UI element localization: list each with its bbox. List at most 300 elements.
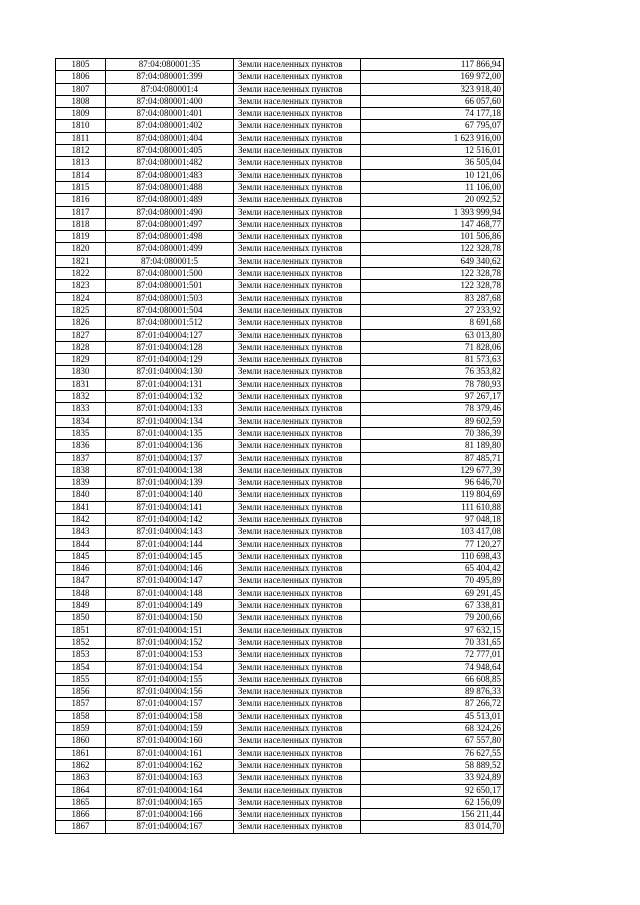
table-row [56, 821, 504, 833]
land-category-cell: Земли населенных пунктов [234, 440, 361, 452]
land-category-cell: Земли населенных пунктов [234, 329, 361, 341]
land-category-cell: Земли населенных пунктов [234, 809, 361, 821]
table-row [56, 206, 504, 218]
cadastral-number-cell: 87:01:040004:143 [106, 526, 234, 538]
table-row [56, 71, 504, 83]
land-category-cell: Земли населенных пунктов [234, 526, 361, 538]
cadastral-value-cell: 66 057,60 [361, 95, 504, 107]
table-row [56, 526, 504, 538]
table-row [56, 747, 504, 759]
cadastral-number-cell: 87:01:040004:139 [106, 477, 234, 489]
row-number-cell: 1844 [56, 538, 106, 550]
cadastral-number-cell: 87:04:080001:400 [106, 95, 234, 107]
land-category-cell: Земли населенных пунктов [234, 575, 361, 587]
cadastral-number-cell: 87:01:040004:158 [106, 710, 234, 722]
table-row [56, 132, 504, 144]
cadastral-number-cell: 87:04:080001:512 [106, 317, 234, 329]
table-row [56, 784, 504, 796]
table-row [56, 673, 504, 685]
table-row [56, 169, 504, 181]
row-number-cell: 1837 [56, 452, 106, 464]
land-category-cell: Земли населенных пунктов [234, 477, 361, 489]
cadastral-number-cell: 87:01:040004:153 [106, 649, 234, 661]
land-category-cell: Земли населенных пунктов [234, 747, 361, 759]
row-number-cell: 1806 [56, 71, 106, 83]
land-category-cell: Земли населенных пунктов [234, 415, 361, 427]
row-number-cell: 1865 [56, 796, 106, 808]
land-category-cell: Земли населенных пунктов [234, 71, 361, 83]
table-row [56, 95, 504, 107]
table-row [56, 809, 504, 821]
table-row [56, 440, 504, 452]
cadastral-value-cell: 58 889,52 [361, 759, 504, 771]
table-row [56, 317, 504, 329]
land-category-cell: Земли населенных пунктов [234, 489, 361, 501]
row-number-cell: 1807 [56, 83, 106, 95]
table-row [56, 759, 504, 771]
cadastral-number-cell: 87:01:040004:152 [106, 636, 234, 648]
land-category-cell: Земли населенных пунктов [234, 501, 361, 513]
cadastral-number-cell: 87:01:040004:156 [106, 686, 234, 698]
cadastral-number-cell: 87:04:080001:404 [106, 132, 234, 144]
land-category-cell: Земли населенных пунктов [234, 255, 361, 267]
cadastral-value-cell: 76 353,82 [361, 366, 504, 378]
table-row [56, 636, 504, 648]
cadastral-value-cell: 89 876,33 [361, 686, 504, 698]
cadastral-number-cell: 87:01:040004:162 [106, 759, 234, 771]
cadastral-value-cell: 12 516,01 [361, 145, 504, 157]
cadastral-number-cell: 87:01:040004:146 [106, 563, 234, 575]
cadastral-value-cell: 89 602,59 [361, 415, 504, 427]
row-number-cell: 1857 [56, 698, 106, 710]
row-number-cell: 1826 [56, 317, 106, 329]
table-row [56, 243, 504, 255]
cadastral-value-cell: 77 120,27 [361, 538, 504, 550]
cadastral-value-cell: 67 338,81 [361, 600, 504, 612]
table-row [56, 550, 504, 562]
row-number-cell: 1833 [56, 403, 106, 415]
cadastral-value-cell: 27 233,92 [361, 304, 504, 316]
table-row [56, 354, 504, 366]
cadastral-number-cell: 87:01:040004:166 [106, 809, 234, 821]
land-category-cell: Земли населенных пунктов [234, 194, 361, 206]
table-row [56, 181, 504, 193]
cadastral-number-cell: 87:04:080001:399 [106, 71, 234, 83]
cadastral-number-cell: 87:01:040004:161 [106, 747, 234, 759]
land-category-cell: Земли населенных пунктов [234, 550, 361, 562]
row-number-cell: 1831 [56, 378, 106, 390]
row-number-cell: 1827 [56, 329, 106, 341]
cadastral-number-cell: 87:01:040004:133 [106, 403, 234, 415]
cadastral-value-cell: 122 328,78 [361, 280, 504, 292]
cadastral-value-cell: 83 014,70 [361, 821, 504, 833]
table-row [56, 341, 504, 353]
table-row [56, 329, 504, 341]
cadastral-number-cell: 87:01:040004:164 [106, 784, 234, 796]
land-category-cell: Земли населенных пунктов [234, 723, 361, 735]
row-number-cell: 1850 [56, 612, 106, 624]
table-row [56, 157, 504, 169]
cadastral-value-cell: 83 287,68 [361, 292, 504, 304]
cadastral-value-cell: 169 972,00 [361, 71, 504, 83]
cadastral-value-cell: 122 328,78 [361, 243, 504, 255]
row-number-cell: 1813 [56, 157, 106, 169]
cadastral-value-cell: 156 211,44 [361, 809, 504, 821]
cadastral-value-cell: 79 200,66 [361, 612, 504, 624]
row-number-cell: 1834 [56, 415, 106, 427]
row-number-cell: 1841 [56, 501, 106, 513]
cadastral-value-cell: 1 393 999,94 [361, 206, 504, 218]
cadastral-value-cell: 68 324,26 [361, 723, 504, 735]
cadastral-number-cell: 87:01:040004:127 [106, 329, 234, 341]
row-number-cell: 1858 [56, 710, 106, 722]
cadastral-number-cell: 87:01:040004:154 [106, 661, 234, 673]
table-row [56, 612, 504, 624]
cadastral-value-cell: 101 506,86 [361, 231, 504, 243]
row-number-cell: 1836 [56, 440, 106, 452]
cadastral-number-cell: 87:04:080001:35 [106, 59, 234, 71]
cadastral-number-cell: 87:04:080001:489 [106, 194, 234, 206]
land-category-cell: Земли населенных пунктов [234, 464, 361, 476]
cadastral-value-cell: 71 828,06 [361, 341, 504, 353]
land-category-cell: Земли населенных пунктов [234, 563, 361, 575]
cadastral-number-cell: 87:01:040004:134 [106, 415, 234, 427]
land-category-cell: Земли населенных пунктов [234, 772, 361, 784]
land-category-cell: Земли населенных пунктов [234, 612, 361, 624]
cadastral-number-cell: 87:04:080001:499 [106, 243, 234, 255]
cadastral-value-cell: 78 780,93 [361, 378, 504, 390]
table-row [56, 477, 504, 489]
cadastral-number-cell: 87:01:040004:165 [106, 796, 234, 808]
cadastral-number-cell: 87:04:080001:504 [106, 304, 234, 316]
table-row [56, 83, 504, 95]
table-row [56, 120, 504, 132]
cadastral-value-cell: 81 189,80 [361, 440, 504, 452]
land-category-cell: Земли населенных пунктов [234, 218, 361, 230]
land-category-cell: Земли населенных пунктов [234, 304, 361, 316]
row-number-cell: 1851 [56, 624, 106, 636]
cadastral-value-cell: 70 331,65 [361, 636, 504, 648]
table-row [56, 710, 504, 722]
land-category-cell: Земли населенных пунктов [234, 120, 361, 132]
cadastral-value-cell: 1 623 916,00 [361, 132, 504, 144]
table-row [56, 698, 504, 710]
land-category-cell: Земли населенных пунктов [234, 452, 361, 464]
row-number-cell: 1814 [56, 169, 106, 181]
cadastral-number-cell: 87:04:080001:497 [106, 218, 234, 230]
land-category-cell: Земли населенных пунктов [234, 95, 361, 107]
cadastral-number-cell: 87:01:040004:155 [106, 673, 234, 685]
table-row [56, 661, 504, 673]
cadastral-value-cell: 33 924,89 [361, 772, 504, 784]
cadastral-value-cell: 111 610,88 [361, 501, 504, 513]
table-row [56, 772, 504, 784]
cadastral-value-cell: 76 627,55 [361, 747, 504, 759]
cadastral-number-cell: 87:01:040004:142 [106, 513, 234, 525]
cadastral-number-cell: 87:04:080001:4 [106, 83, 234, 95]
table-row [56, 292, 504, 304]
cadastral-value-cell: 81 573,63 [361, 354, 504, 366]
cadastral-number-cell: 87:01:040004:144 [106, 538, 234, 550]
cadastral-value-cell: 70 495,89 [361, 575, 504, 587]
table-row [56, 403, 504, 415]
table-row [56, 501, 504, 513]
cadastral-number-cell: 87:01:040004:151 [106, 624, 234, 636]
cadastral-number-cell: 87:01:040004:140 [106, 489, 234, 501]
cadastral-number-cell: 87:01:040004:128 [106, 341, 234, 353]
row-number-cell: 1811 [56, 132, 106, 144]
cadastral-number-cell: 87:01:040004:132 [106, 391, 234, 403]
table-row [56, 649, 504, 661]
table-row [56, 735, 504, 747]
cadastral-value-cell: 67 557,80 [361, 735, 504, 747]
land-category-cell: Земли населенных пунктов [234, 821, 361, 833]
land-category-cell: Земли населенных пунктов [234, 735, 361, 747]
row-number-cell: 1862 [56, 759, 106, 771]
cadastral-value-cell: 62 156,09 [361, 796, 504, 808]
cadastral-value-cell: 119 804,69 [361, 489, 504, 501]
table-row [56, 304, 504, 316]
land-category-cell: Земли населенных пунктов [234, 292, 361, 304]
row-number-cell: 1816 [56, 194, 106, 206]
row-number-cell: 1820 [56, 243, 106, 255]
cadastral-value-cell: 87 266,72 [361, 698, 504, 710]
cadastral-value-cell: 147 468,77 [361, 218, 504, 230]
row-number-cell: 1863 [56, 772, 106, 784]
cadastral-number-cell: 87:04:080001:482 [106, 157, 234, 169]
cadastral-value-cell: 87 485,71 [361, 452, 504, 464]
cadastral-number-cell: 87:01:040004:149 [106, 600, 234, 612]
cadastral-value-cell: 8 691,68 [361, 317, 504, 329]
land-category-cell: Земли населенных пунктов [234, 169, 361, 181]
table-row [56, 686, 504, 698]
cadastral-number-cell: 87:01:040004:157 [106, 698, 234, 710]
table-row [56, 255, 504, 267]
row-number-cell: 1845 [56, 550, 106, 562]
row-number-cell: 1815 [56, 181, 106, 193]
cadastral-value-cell: 74 177,18 [361, 108, 504, 120]
cadastral-number-cell: 87:01:040004:138 [106, 464, 234, 476]
land-category-cell: Земли населенных пунктов [234, 231, 361, 243]
table-row [56, 194, 504, 206]
row-number-cell: 1859 [56, 723, 106, 735]
land-category-cell: Земли населенных пунктов [234, 538, 361, 550]
cadastral-number-cell: 87:04:080001:401 [106, 108, 234, 120]
land-category-cell: Земли населенных пунктов [234, 181, 361, 193]
table-row [56, 231, 504, 243]
land-category-cell: Земли населенных пунктов [234, 649, 361, 661]
cadastral-number-cell: 87:01:040004:150 [106, 612, 234, 624]
land-category-cell: Земли населенных пунктов [234, 710, 361, 722]
table-row [56, 587, 504, 599]
land-category-cell: Земли населенных пунктов [234, 624, 361, 636]
row-number-cell: 1808 [56, 95, 106, 107]
row-number-cell: 1823 [56, 280, 106, 292]
land-category-cell: Земли населенных пунктов [234, 317, 361, 329]
table-body [56, 59, 504, 834]
cadastral-number-cell: 87:04:080001:402 [106, 120, 234, 132]
land-category-cell: Земли населенных пунктов [234, 698, 361, 710]
row-number-cell: 1838 [56, 464, 106, 476]
row-number-cell: 1849 [56, 600, 106, 612]
cadastral-value-cell: 72 777,01 [361, 649, 504, 661]
row-number-cell: 1824 [56, 292, 106, 304]
land-category-cell: Земли населенных пунктов [234, 759, 361, 771]
row-number-cell: 1848 [56, 587, 106, 599]
cadastral-value-cell: 63 013,80 [361, 329, 504, 341]
cadastral-value-cell: 97 632,15 [361, 624, 504, 636]
table-row [56, 427, 504, 439]
row-number-cell: 1855 [56, 673, 106, 685]
table-row [56, 218, 504, 230]
row-number-cell: 1860 [56, 735, 106, 747]
land-category-cell: Земли населенных пунктов [234, 796, 361, 808]
land-category-cell: Земли населенных пунктов [234, 636, 361, 648]
cadastral-number-cell: 87:01:040004:136 [106, 440, 234, 452]
cadastral-number-cell: 87:04:080001:490 [106, 206, 234, 218]
land-category-cell: Земли населенных пунктов [234, 145, 361, 157]
row-number-cell: 1866 [56, 809, 106, 821]
row-number-cell: 1852 [56, 636, 106, 648]
cadastral-number-cell: 87:04:080001:501 [106, 280, 234, 292]
cadastral-value-cell: 36 505,04 [361, 157, 504, 169]
cadastral-value-cell: 129 677,39 [361, 464, 504, 476]
cadastral-number-cell: 87:01:040004:145 [106, 550, 234, 562]
table-row [56, 108, 504, 120]
row-number-cell: 1864 [56, 784, 106, 796]
cadastral-value-cell: 96 646,70 [361, 477, 504, 489]
row-number-cell: 1830 [56, 366, 106, 378]
land-category-cell: Земли населенных пунктов [234, 59, 361, 71]
row-number-cell: 1842 [56, 513, 106, 525]
row-number-cell: 1854 [56, 661, 106, 673]
table-row [56, 452, 504, 464]
cadastral-value-cell: 103 417,08 [361, 526, 504, 538]
land-parcel-table [55, 58, 504, 834]
land-category-cell: Земли населенных пунктов [234, 280, 361, 292]
row-number-cell: 1821 [56, 255, 106, 267]
cadastral-number-cell: 87:01:040004:137 [106, 452, 234, 464]
cadastral-value-cell: 649 340,62 [361, 255, 504, 267]
cadastral-value-cell: 10 121,06 [361, 169, 504, 181]
land-category-cell: Земли населенных пунктов [234, 403, 361, 415]
cadastral-number-cell: 87:01:040004:163 [106, 772, 234, 784]
row-number-cell: 1846 [56, 563, 106, 575]
cadastral-number-cell: 87:04:080001:5 [106, 255, 234, 267]
cadastral-value-cell: 65 404,42 [361, 563, 504, 575]
table-row [56, 415, 504, 427]
row-number-cell: 1867 [56, 821, 106, 833]
land-category-cell: Земли населенных пунктов [234, 206, 361, 218]
table-row [56, 464, 504, 476]
land-category-cell: Земли населенных пунктов [234, 378, 361, 390]
table-row [56, 280, 504, 292]
row-number-cell: 1853 [56, 649, 106, 661]
land-category-cell: Земли населенных пунктов [234, 673, 361, 685]
table-row [56, 489, 504, 501]
row-number-cell: 1856 [56, 686, 106, 698]
land-category-cell: Земли населенных пунктов [234, 587, 361, 599]
table-row [56, 513, 504, 525]
table-row [56, 145, 504, 157]
row-number-cell: 1825 [56, 304, 106, 316]
cadastral-value-cell: 110 698,43 [361, 550, 504, 562]
cadastral-number-cell: 87:01:040004:141 [106, 501, 234, 513]
land-category-cell: Земли населенных пунктов [234, 108, 361, 120]
row-number-cell: 1843 [56, 526, 106, 538]
table-row [56, 391, 504, 403]
cadastral-value-cell: 66 608,85 [361, 673, 504, 685]
table-row [56, 59, 504, 71]
row-number-cell: 1840 [56, 489, 106, 501]
cadastral-number-cell: 87:01:040004:131 [106, 378, 234, 390]
cadastral-value-cell: 97 048,18 [361, 513, 504, 525]
table-row [56, 366, 504, 378]
row-number-cell: 1809 [56, 108, 106, 120]
row-number-cell: 1817 [56, 206, 106, 218]
row-number-cell: 1847 [56, 575, 106, 587]
land-category-cell: Земли населенных пунктов [234, 600, 361, 612]
cadastral-value-cell: 122 328,78 [361, 268, 504, 280]
land-category-cell: Земли населенных пунктов [234, 391, 361, 403]
land-category-cell: Земли населенных пунктов [234, 157, 361, 169]
table-row [56, 575, 504, 587]
land-category-cell: Земли населенных пунктов [234, 784, 361, 796]
land-category-cell: Земли населенных пунктов [234, 686, 361, 698]
table-row [56, 538, 504, 550]
row-number-cell: 1805 [56, 59, 106, 71]
cadastral-number-cell: 87:01:040004:167 [106, 821, 234, 833]
land-category-cell: Земли населенных пунктов [234, 366, 361, 378]
land-category-cell: Земли населенных пунктов [234, 354, 361, 366]
row-number-cell: 1835 [56, 427, 106, 439]
row-number-cell: 1812 [56, 145, 106, 157]
cadastral-value-cell: 69 291,45 [361, 587, 504, 599]
cadastral-value-cell: 74 948,64 [361, 661, 504, 673]
land-category-cell: Земли населенных пунктов [234, 83, 361, 95]
land-category-cell: Земли населенных пунктов [234, 661, 361, 673]
cadastral-value-cell: 117 866,94 [361, 59, 504, 71]
table-row [56, 268, 504, 280]
cadastral-number-cell: 87:04:080001:498 [106, 231, 234, 243]
row-number-cell: 1832 [56, 391, 106, 403]
cadastral-number-cell: 87:04:080001:488 [106, 181, 234, 193]
row-number-cell: 1861 [56, 747, 106, 759]
table-row [56, 723, 504, 735]
table-row [56, 563, 504, 575]
cadastral-number-cell: 87:04:080001:503 [106, 292, 234, 304]
cadastral-value-cell: 78 379,46 [361, 403, 504, 415]
cadastral-number-cell: 87:01:040004:159 [106, 723, 234, 735]
row-number-cell: 1828 [56, 341, 106, 353]
land-category-cell: Земли населенных пунктов [234, 341, 361, 353]
cadastral-number-cell: 87:01:040004:130 [106, 366, 234, 378]
cadastral-value-cell: 11 106,00 [361, 181, 504, 193]
land-category-cell: Земли населенных пунктов [234, 243, 361, 255]
cadastral-value-cell: 323 918,40 [361, 83, 504, 95]
row-number-cell: 1829 [56, 354, 106, 366]
table-row [56, 796, 504, 808]
cadastral-number-cell: 87:01:040004:160 [106, 735, 234, 747]
cadastral-number-cell: 87:04:080001:405 [106, 145, 234, 157]
cadastral-number-cell: 87:04:080001:500 [106, 268, 234, 280]
row-number-cell: 1810 [56, 120, 106, 132]
row-number-cell: 1822 [56, 268, 106, 280]
cadastral-value-cell: 97 267,17 [361, 391, 504, 403]
row-number-cell: 1839 [56, 477, 106, 489]
table-row [56, 378, 504, 390]
table-row [56, 624, 504, 636]
